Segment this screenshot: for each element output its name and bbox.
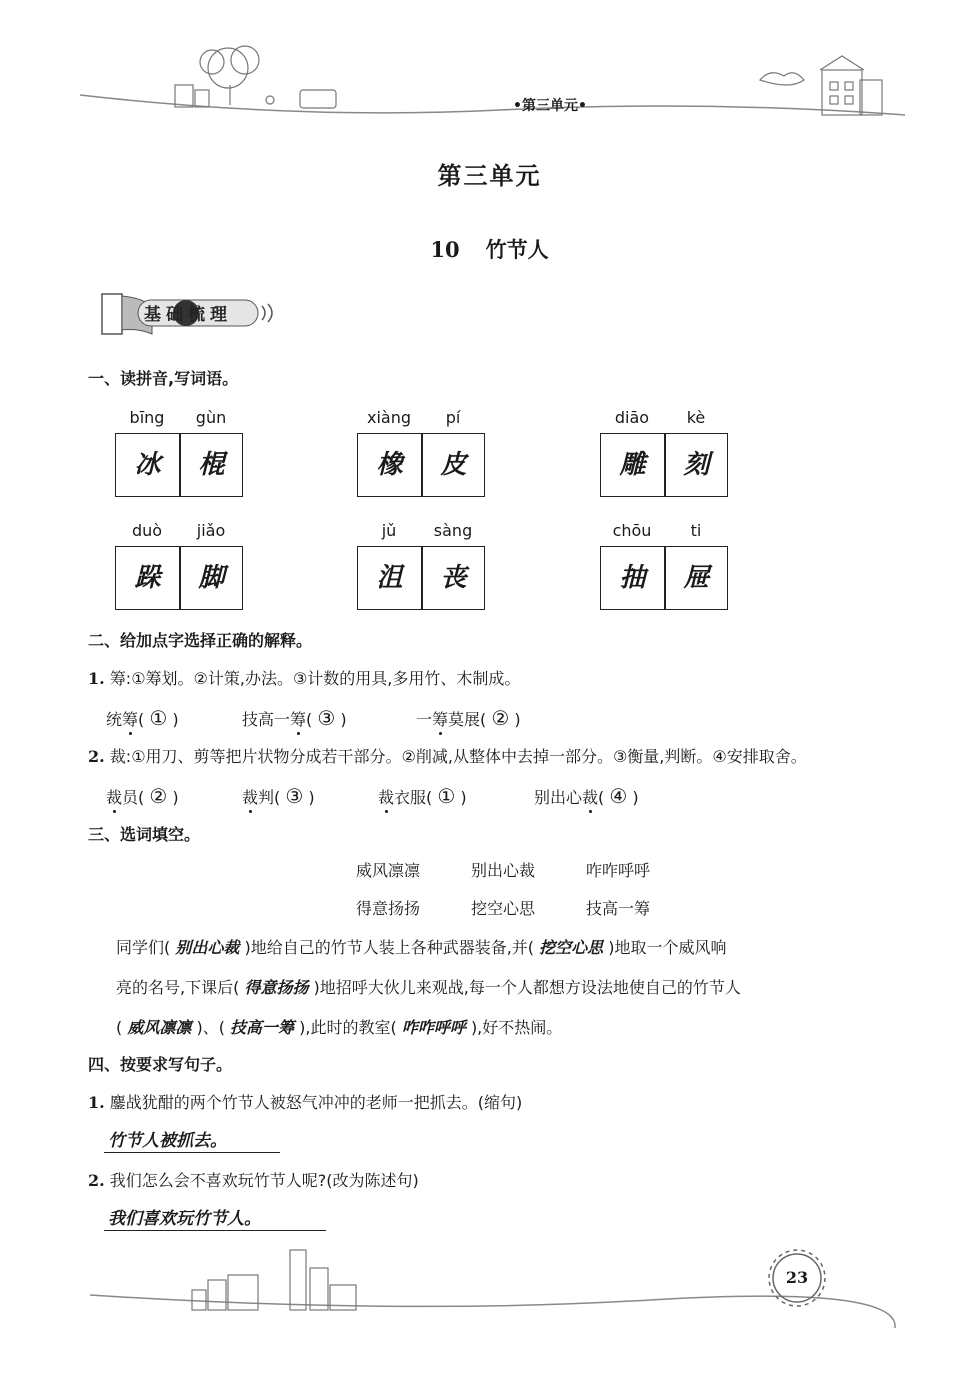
choice-answer: ① <box>149 706 168 730</box>
para-text: )地招呼大伙儿来观战,每一个人都想方设法地使自己的竹节人 <box>313 978 741 997</box>
section1-heading: 一、读拼音,写词语。 <box>88 369 239 388</box>
question-4-1 <box>88 1090 522 1113</box>
para-text: ( <box>116 1018 123 1037</box>
choice-answer: ② <box>149 784 168 808</box>
answer-char: 棍 <box>198 450 225 480</box>
choice-item: 裁衣服( ① ) <box>378 784 467 808</box>
answer-char: 刻 <box>683 450 710 480</box>
choice-item: 裁判( ③ ) <box>242 784 315 808</box>
answer-char: 屉 <box>683 563 710 593</box>
answer-char: 雕 <box>619 450 646 480</box>
lesson-title <box>0 234 979 264</box>
para-text: ),此时的教室( <box>299 1018 397 1037</box>
item-text: 别出心 <box>534 788 583 807</box>
para-text: )地给自己的竹节人装上各种武器装备,并( <box>244 938 535 957</box>
answer-char: 冰 <box>134 450 161 480</box>
dotted-char: 裁 <box>106 785 122 808</box>
badge-label: 基础梳理 <box>144 305 232 325</box>
question-2-1 <box>88 666 520 689</box>
word-option: 技高一筹 <box>586 899 651 918</box>
word-option: 得意扬扬 <box>356 899 421 918</box>
pinyin: jǔ <box>381 521 397 540</box>
answer-line: 竹节人被抓去。 <box>104 1126 280 1153</box>
pinyin: gùn <box>195 408 227 427</box>
dotted-char: 筹 <box>122 707 138 730</box>
fill-paragraph-line <box>116 1015 562 1038</box>
page-number: 23 <box>785 1268 809 1287</box>
fill-paragraph-line <box>116 975 741 998</box>
choice-item: 裁员( ② ) <box>106 784 179 808</box>
choice-answer: ③ <box>317 706 336 730</box>
fill-answer: 咋咋呼呼 <box>401 1018 466 1037</box>
pinyin: bīng <box>129 408 165 427</box>
answer-char: 抽 <box>619 563 646 593</box>
item-text: 衣服 <box>394 788 427 807</box>
para-text: 同学们( <box>116 938 171 957</box>
answer-char: 脚 <box>198 563 225 593</box>
choice-item: 技高一筹( ③ ) <box>242 706 347 730</box>
fill-answer: 威风凛凛 <box>127 1018 192 1037</box>
word-option: 威风凛凛 <box>356 861 421 880</box>
choice-item: 别出心裁( ④ ) <box>534 784 639 808</box>
answer-char: 橡 <box>376 450 403 480</box>
question-text: 筹:①筹划。②计策,办法。③计数的用具,多用竹、木制成。 <box>109 669 521 688</box>
question-4-2 <box>88 1168 419 1191</box>
footer-illustration <box>0 1240 979 1340</box>
choice-answer: ③ <box>285 784 304 808</box>
question-text: 裁:①用刀、剪等把片状物分成若干部分。②削减,从整体中去掉一部分。③衡量,判断。④安排取舍。 <box>109 747 807 766</box>
answer-char: 丧 <box>440 563 467 593</box>
pinyin: duò <box>131 521 163 540</box>
word-option: 咋咋呼呼 <box>586 861 651 880</box>
choice-answer: ① <box>437 784 456 808</box>
question-number: 1. <box>88 669 105 688</box>
pinyin: ti <box>690 521 702 540</box>
answer-char: 沮 <box>376 563 403 593</box>
choice-answer: ④ <box>609 784 628 808</box>
dotted-char: 裁 <box>582 785 598 808</box>
word-option: 挖空心思 <box>471 899 536 918</box>
item-text: 技高一 <box>242 710 291 729</box>
pinyin: sàng <box>433 521 473 540</box>
choice-item: 统筹( ① ) <box>106 706 179 730</box>
lesson-number: 10 <box>430 237 460 262</box>
pinyin: xiàng <box>366 408 411 427</box>
pinyin: diāo <box>614 408 650 427</box>
para-text: )地取一个威风响 <box>608 938 727 957</box>
header-unit-label: •第三单元• <box>513 98 587 114</box>
fill-answer: 挖空心思 <box>539 938 604 957</box>
section2-heading: 二、给加点字选择正确的解释。 <box>88 631 313 650</box>
answer-char: 皮 <box>440 450 467 480</box>
section3-heading: 三、选词填空。 <box>88 825 201 844</box>
para-text: 亮的名号,下课后( <box>116 978 240 997</box>
section4-heading: 四、按要求写句子。 <box>88 1055 233 1074</box>
fill-answer: 技高一筹 <box>230 1018 295 1037</box>
answer-line: 我们喜欢玩竹节人。 <box>104 1204 326 1231</box>
para-text: ),好不热闹。 <box>470 1018 563 1037</box>
question-number: 1. <box>88 1093 105 1112</box>
dotted-char: 筹 <box>432 707 448 730</box>
dotted-char: 裁 <box>378 785 394 808</box>
word-option: 别出心裁 <box>471 861 536 880</box>
question-number: 2. <box>88 1171 105 1190</box>
item-text: 员 <box>122 788 139 807</box>
unit-title: 第三单元 <box>437 161 542 190</box>
pinyin: kè <box>686 408 706 427</box>
pinyin: pí <box>445 408 461 427</box>
section-badge <box>98 290 278 340</box>
item-text: 判 <box>258 788 275 807</box>
question-text: 我们怎么会不喜欢玩竹节人呢?(改为陈述句) <box>109 1171 419 1190</box>
fill-paragraph-line <box>116 935 726 958</box>
pinyin: jiǎo <box>196 521 226 540</box>
header-illustration <box>0 40 979 130</box>
question-text: 鏖战犹酣的两个竹节人被怒气冲冲的老师一把抓去。(缩句) <box>109 1093 523 1112</box>
item-text: 统 <box>106 710 123 729</box>
dotted-char: 裁 <box>242 785 258 808</box>
lesson-name: 竹节人 <box>485 237 549 262</box>
answer-char: 跺 <box>134 563 161 593</box>
item-text: 一 <box>416 710 433 729</box>
item-text: 莫展 <box>448 710 481 729</box>
choice-item: 一筹莫展( ② ) <box>416 706 521 730</box>
dotted-char: 筹 <box>290 707 306 730</box>
para-text: )、( <box>196 1018 225 1037</box>
pinyin: chōu <box>612 521 652 540</box>
fill-answer: 别出心裁 <box>175 938 240 957</box>
question-2-2 <box>88 744 807 767</box>
question-number: 2. <box>88 747 105 766</box>
choice-answer: ② <box>491 706 510 730</box>
fill-answer: 得意扬扬 <box>244 978 309 997</box>
